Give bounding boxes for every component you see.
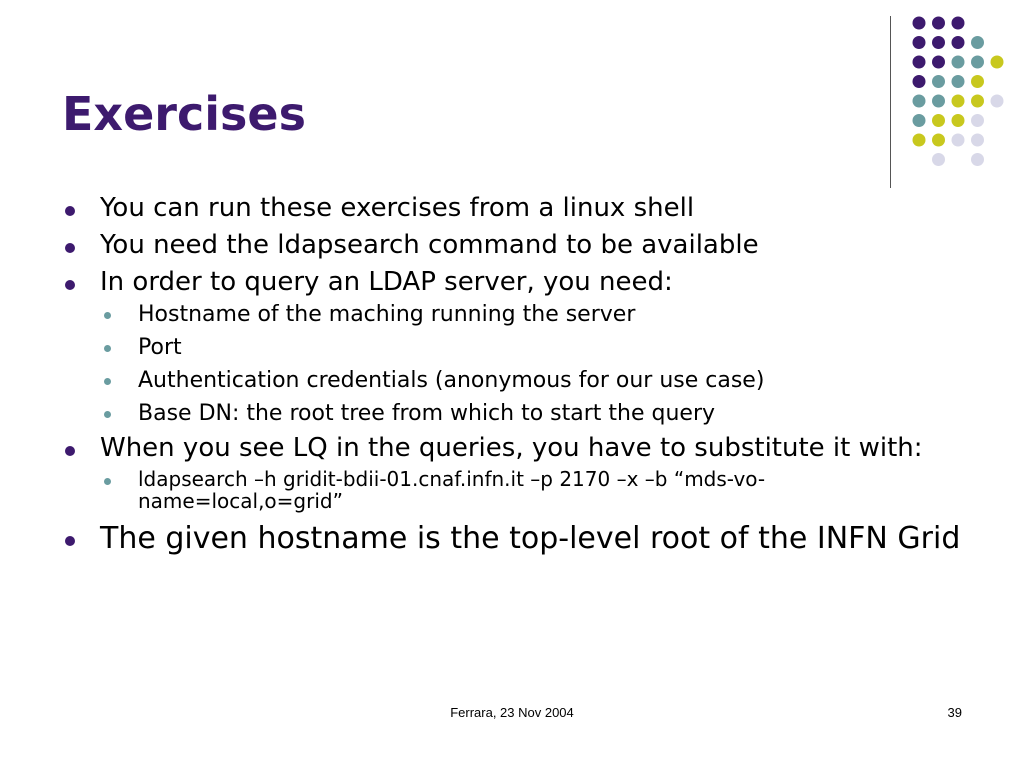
decorative-dot [913,95,926,108]
sub-bullet-item-hostname [100,303,962,327]
slide-body [62,194,962,563]
footer-date: Ferrara, 23 Nov 2004 [450,705,574,720]
decorative-dot [971,56,984,69]
sub-bullet-text: Base DN: the root tree from which to start the query [138,400,716,426]
slide-title: Exercises [62,87,306,141]
bullet-item-root-hostname [62,522,962,556]
bullet-item-lq-substitution [62,434,962,512]
decorative-dot [913,134,926,147]
decorative-dot [952,56,965,69]
decorative-dot [932,153,945,166]
decorative-dot [932,114,945,127]
title-divider [890,16,891,188]
decorative-dot [971,36,984,49]
decorative-dot [932,36,945,49]
bullet-item-linux-shell [62,194,962,223]
decorative-dot [952,95,965,108]
decorative-dot [952,17,965,30]
decorative-dot [971,75,984,88]
sub-bullet-dot [104,312,111,319]
bullet-item-query-needs [62,268,962,425]
bullet-text: The given hostname is the top-level root of the INFN Grid [100,520,961,556]
sub-bullet-text: Authentication credentials (anonymous for our use case) [138,367,765,393]
decorative-dot [971,114,984,127]
bullet-dot [65,280,75,290]
decorative-dot [932,134,945,147]
slide-number: 39 [947,705,962,720]
decorative-dot [913,114,926,127]
sub-bullet-list [100,469,962,512]
bullet-text: You need the ldapsearch command to be available [100,230,759,261]
decorative-dot [971,153,984,166]
bullet-item-ldapsearch [62,231,962,260]
sub-bullet-dot [104,411,111,418]
sub-bullet-dot [104,345,111,352]
bullet-text: In order to query an LDAP server, you need: [100,267,673,298]
sub-bullet-list [100,303,962,425]
decorative-dot [913,56,926,69]
decorative-dot [913,17,926,30]
bullet-dot [65,206,75,216]
decorative-dot [991,95,1004,108]
bullet-dot [65,446,75,456]
decorative-dot [932,17,945,30]
sub-bullet-dot [104,478,111,485]
sub-bullet-item-ldapsearch-command [100,469,962,512]
bullet-text: You can run these exercises from a linux shell [100,193,695,223]
sub-bullet-item-port [100,336,962,360]
decorative-dot-grid [907,12,1017,172]
sub-bullet-item-base-dn [100,402,962,426]
decorative-dot [991,56,1004,69]
decorative-dot [952,114,965,127]
decorative-dot [971,134,984,147]
decorative-dot [932,95,945,108]
decorative-dot [952,134,965,147]
bullet-text: When you see LQ in the queries, you have to substitute it with: [100,433,923,464]
decorative-dot [952,36,965,49]
decorative-dot [932,75,945,88]
decorative-dot [971,95,984,108]
decorative-dot [913,36,926,49]
bullet-list [62,194,962,555]
bullet-dot [65,243,75,253]
ldapsearch-command-text: ldapsearch –h gridit-bdii-01.cnaf.infn.it –p 2170 –x –b “mds-vo-name=local,o=grid” [138,467,766,514]
decorative-dot [932,56,945,69]
decorative-dot [952,75,965,88]
sub-bullet-text: Port [138,335,182,361]
sub-bullet-item-credentials [100,369,962,393]
sub-bullet-text: Hostname of the maching running the server [138,302,636,328]
bullet-dot [65,536,75,546]
decorative-dot [913,75,926,88]
sub-bullet-dot [104,378,111,385]
